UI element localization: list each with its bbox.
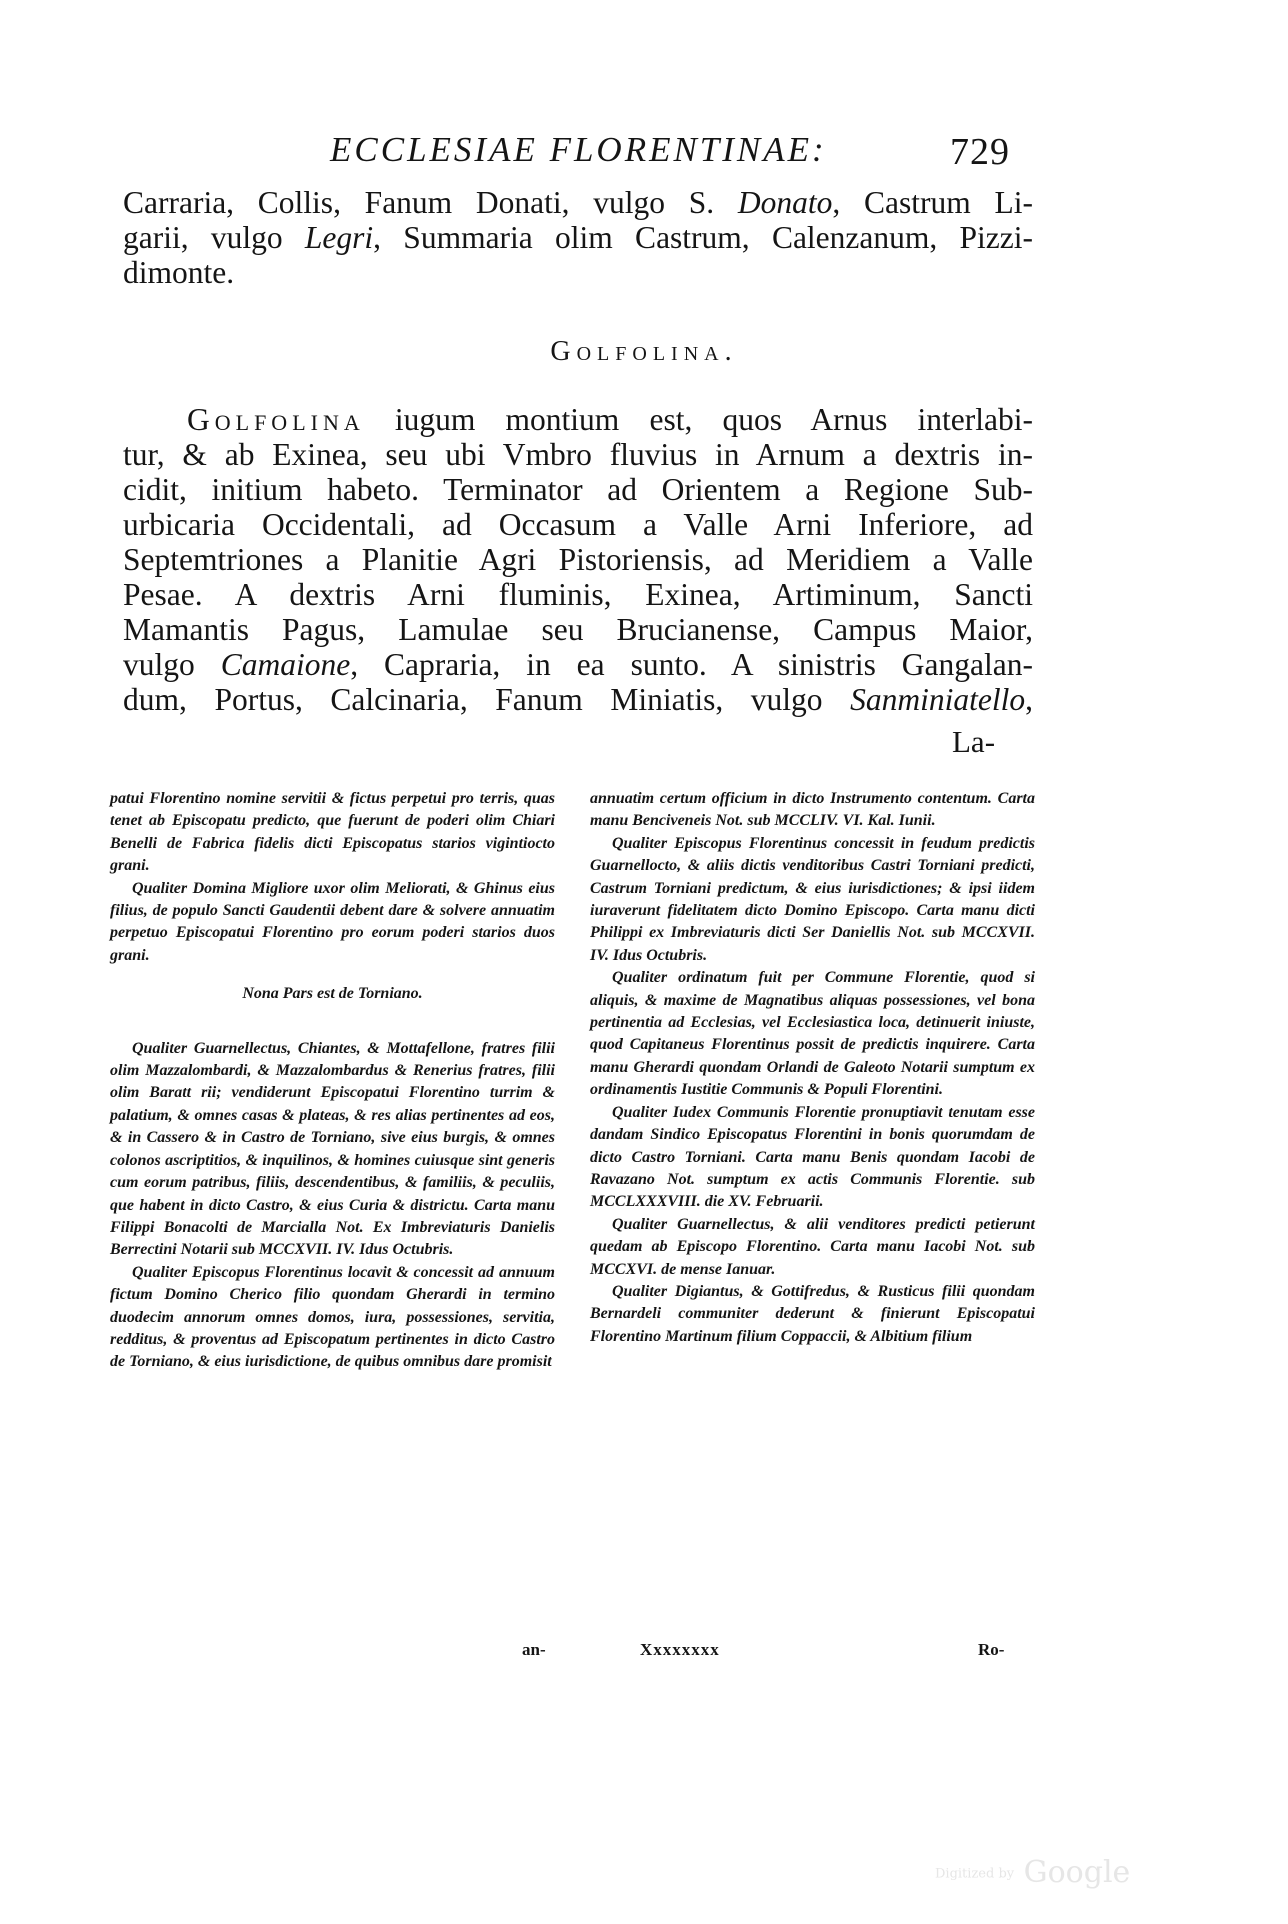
footnote-paragraph: Qualiter Iudex Communis Florentie pronuptiavit tenutam esse dandam Sindico Episcopatus Florentini in bonis quorumdam de dicto Castro Torniani. Carta manu Benis quondam Iacobi de Ravazano Not. sumptum ex actis Communis Florentie. sub MCCLXXXVIII. die XV. Februarii. [590,1103,1035,1211]
text-line: Golfolina iugum montium est, quos Arnus interlabi- [187,402,1033,437]
text-line: garii, vulgo Legri, Summaria olim Castrum, Calenzanum, Pizzi- [123,220,1033,255]
page-number: 729 [950,131,1010,173]
continuation-paragraph [123,185,1033,290]
catchword: La- [952,724,996,759]
text-line: vulgo Camaione, Capraria, in ea sunto. A sinistris Gangalan- [123,647,1033,682]
footnote-heading: Nona Pars est de Torniano. [242,985,423,1003]
footnote-paragraph: Qualiter Digiantus, & Gottifredus, & Rusticus filii quondam Bernardeli communiter dederunt & finierunt Episcopatui Florentino Martinum filium Coppaccii, & Albitium filium [590,1282,1035,1345]
footnote-paragraph: Qualiter Guarnellectus, & alii venditores predicti petierunt quedam ab Episcopo Florentino. Carta manu Iacobi Not. sub MCCXVI. de mense Ianuar. [590,1215,1035,1278]
footnote-paragraph: Qualiter Domina Migliore uxor olim Meliorati, & Ghinus eius filius, de populo Sancti Gaudentii debent dare & solvere annuatim perpetuo Episcopatui Florentino pro eorum poderi starios duos grani. [110,879,555,964]
footnotes-left-column [110,788,555,1374]
catchword-left: an- [522,1640,546,1659]
text-line: Septemtriones a Planitie Agri Pistoriensis, ad Meridiem a Valle [123,542,1033,577]
signature-mark: Xxxxxxxx [640,1640,720,1659]
footnote-paragraph: patui Florentino nomine servitii & fictus perpetui pro terris, quas tenet ab Episcopatu predicto, que fuerunt de poderi olim Chiari Benelli de Fabrica fidelis dicti Episcopatus starios vigintiocto grani. [110,790,555,875]
footnote-paragraph: Qualiter Episcopus Florentinus concessit in feudum predictis Guarnellocto, & aliis dictis venditoribus Castri Torniani predicti, Castrum Torniani predictum, & eius iurisdictiones; & ipsi iidem iuraverunt fidelitatem dicto Domino Episcopo. Carta manu dicti Philippi ex Imbreviaturis dicti Ser Daniellis Not. sub MCCXVII. IV. Idus Octubris. [590,834,1035,964]
footnotes-right-column [590,788,1035,1348]
footnote-paragraph: Qualiter Guarnellectus, Chiantes, & Mottafellone, fratres filii olim Mazzalombardi, & Mazzalombardus & Renerius fratres, filii olim Baratt rii; vendiderunt Episcopatui Florentino turrim & palatium, & omnes casas & plateas, & res alias pertinentes ad eos, & in Cassero & in Castro de Torniano, sive eius burgis, & omnes colonos ascriptitios, & inquilinos, & homines cuiusque sint generis cum eorum patribus, filiis, descendentibus, & familiis, & peculiis, que habent in dicto Castro, & eius Curia & districtu. Carta manu Filippi Bonacolti de Marcialla Not. Ex Imbreviaturis Danielis Berrectini Notarii sub MCCXVII. IV. Idus Octubris. [110,1039,555,1259]
footnote-paragraph: annuatim certum officium in dicto Instrumento contentum. Carta manu Benciveneis Not. sub MCCLIV. VI. Kal. Iunii. [590,790,1035,830]
golfolina-paragraph [123,402,1033,717]
running-title: ECCLESIAE FLORENTINAE: [330,130,827,169]
running-head [330,130,1010,180]
lead-word: Golfolina [187,402,365,437]
text-line: Carraria, Collis, Fanum Donati, vulgo S. Donato, Castrum Li- [123,185,1033,220]
text-line: tur, & ab Exinea, seu ubi Vmbro fluvius in Arnum a dextris in- [123,437,1033,472]
text-line: Mamantis Pagus, Lamulae seu Brucianense, Campus Maior, [123,612,1033,647]
footnote-paragraph: Qualiter Episcopus Florentinus locavit & concessit ad annuum fictum Domino Cherico filio quondam Gherardi in termino duodecim annorum omnes domos, iura, possessiones, servitia, redditus, & proventus ad Episcopatum pertinentes in dicto Castro de Torniano, & eius iurisdictione, de quibus omnibus dare promisit [110,1263,555,1371]
digitization-watermark: Digitized by Google [935,1855,1131,1890]
text-line: dimonte. [123,255,235,290]
footnote-paragraph: Qualiter ordinatum fuit per Commune Florentie, quod si aliquis, & maxime de Magnatibus aliquas possessiones, vel bona pertinentia ad Ecclesias, vel Ecclesiastica loca, detinuerit iniuste, quod Capitaneus Florentinus possit de predictis inquirere. Carta manu Gherardi quondam Orlandi de Galeoto Notarii sumptum ex ordinamentis Iustitie Communis & Populi Florentini. [590,969,1035,1099]
text-line: cidit, initium habeto. Terminator ad Orientem a Regione Sub- [123,472,1033,507]
text-line: dum, Portus, Calcinaria, Fanum Miniatis, vulgo Sanminiatello, [123,682,1033,717]
section-heading: Golfolina. [550,336,738,367]
text-line: urbicaria Occidentali, ad Occasum a Valle Arni Inferiore, ad [123,507,1033,542]
catchword-right: Ro- [978,1640,1005,1659]
text-line: Pesae. A dextris Arni fluminis, Exinea, Artiminum, Sancti [123,577,1033,612]
